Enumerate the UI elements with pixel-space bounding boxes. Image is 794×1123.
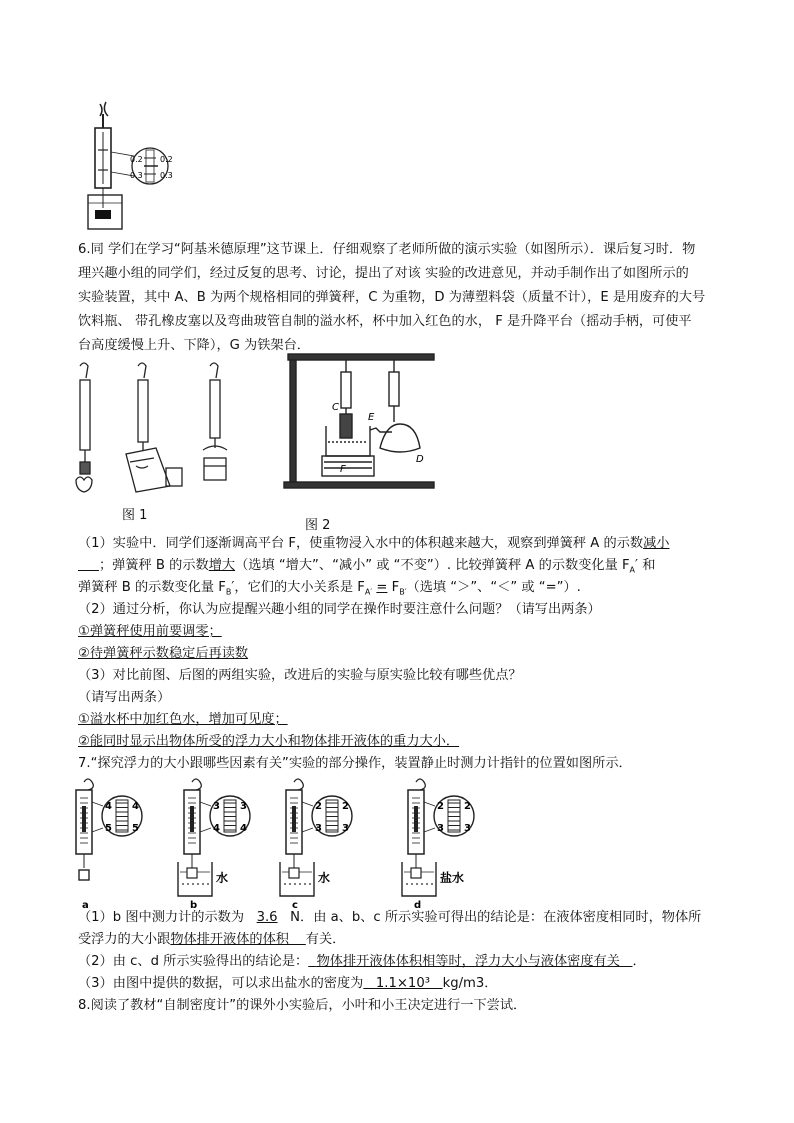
q7-tick-d-lower-right: 3 <box>464 823 471 834</box>
q7-liquid-c: 水 <box>318 871 331 885</box>
q7-tick-a-upper-right: 4 <box>132 801 139 812</box>
q6-intro-line-4: 饮料瓶、 带孔橡皮塞以及弯曲玻管自制的溢水杯，杯中加入红色的水， F 是升降平台（摇动手柄，可使平 <box>78 314 692 329</box>
q7-tick-b-upper-right: 3 <box>240 801 247 812</box>
q7-panel-label-c: c <box>292 900 298 910</box>
q7-tick-d-lower-left: 3 <box>437 823 444 834</box>
q6-p2-question: （2）通过分析，你认为应提醒兴趣小组的同学在操作时要注意什么问题？（请写出两条） <box>78 602 601 617</box>
q6-intro-line-3: 实验装置，其中 A、B 为两个规格相同的弹簧秤，C 为重物，D 为薄塑料袋（质量不计），E 是用废弃的大号 <box>78 290 706 305</box>
q6-p2-answer-2: ②待弹簧秤示数稳定后再读数 <box>78 646 249 661</box>
q7-panel-a <box>76 779 142 910</box>
fig2-label-d: D <box>416 454 424 465</box>
q7-tick-b-lower-right: 4 <box>240 823 247 834</box>
fig2-label-f: F <box>340 464 346 475</box>
q7-p2-line: （2）由 c、d 所示实验得出的结论是： 物体排开液体体积相等时，浮力大小与液体密度有关 ． <box>78 954 646 969</box>
q7-panel-c <box>280 779 352 910</box>
scale-label-right-02: 0.2 <box>160 155 173 164</box>
q7-tick-c-lower-right: 3 <box>342 823 349 834</box>
q6-p3-answer-1: ①溢水杯中加红色水，增加可见度； <box>78 712 288 727</box>
scale-label-left-03: 0.3 <box>130 171 143 180</box>
scale-label-right-03: 0.3 <box>160 171 173 180</box>
answer-conclusion: 物体排开液体体积相等时，浮力大小与液体密度有关 <box>316 954 620 969</box>
q7-p3-line: （3）由图中提供的数据，可以求出盐水的密度为 1.1×10³ kg/m3． <box>78 976 498 991</box>
q6-p3-answer-2: ②能同时显示出物体所受的浮力大小和物体排开液体的重力大小． <box>78 734 460 749</box>
q7-panel-label-b: b <box>190 900 198 910</box>
q7-panel-label-d: d <box>414 900 422 910</box>
q7-p1-line-2: 受浮力的大小跟物体排开液体的体积 有关． <box>78 932 346 947</box>
q6-intro-line-5: 台高度缓慢上升、下降），G 为铁架台． <box>78 338 310 353</box>
q7-tick-a-upper-left: 4 <box>105 801 112 812</box>
q6-intro-line-2: 理兴趣小组的同学们，经过反复的思考、讨论，提出了对该 实验的改进意见，并动手制作出了如图所示的 <box>78 266 689 281</box>
q7-tick-c-upper-left: 2 <box>315 801 322 812</box>
q7-panel-d <box>402 779 474 910</box>
q8-intro: 8.阅读了教材“自制密度计”的课外小实验后，小叶和小王决定进行一下尝试． <box>78 998 527 1013</box>
q7-liquid-d: 盐水 <box>440 871 465 885</box>
q6-p1-line-3: 弹簧秤 B 的示数变化量 $F_B'$，它们的大小关系是 $F_{A'} = F_{B'}$（选填 “＞”、“＜” 或 “=”）. <box>78 580 581 597</box>
q7-tick-d-upper-left: 2 <box>437 801 444 812</box>
answer-relation: = <box>376 580 388 595</box>
figure-1-archimedes-demo <box>70 358 240 498</box>
q6-p2-answer-1: ①弹簧秤使用前要调零； <box>78 624 222 639</box>
q7-p1-line-1: （1）b 图中测力计的示数为 3.6 N．由 a、b、c 所示实验可得出的结论是：在液体密度相同时，物体所 <box>78 910 702 925</box>
q6-p3-question: （3）对比前图、后图的两组实验，改进后的实验与原实验比较有哪些优点？ <box>78 668 522 683</box>
q7-intro: 7.“探究浮力的大小跟哪些因素有关”实验的部分操作，装置静止时测力计指针的位置如图所示． <box>78 756 632 771</box>
scale-label-left-02: 0.2 <box>130 155 143 164</box>
answer-b-reading: 增大 <box>208 558 236 573</box>
q6-p3-question-2: （请写出两条） <box>78 690 171 705</box>
answer-b-reading-value: 3.6 <box>256 910 278 925</box>
q7-tick-a-lower-left: 5 <box>105 823 112 834</box>
q6-intro-line-1: 6.同 学们在学习“阿基米德原理”这节课上．仔细观察了老师所做的演示实验（如图所示）．课后复习时．物 <box>78 242 696 257</box>
q6-p1-line-1: （1）实验中．同学们逐渐调高平台 F，使重物浸入水中的体积越来越大，观察到弹簧秤 A 的示数减小 <box>78 536 670 551</box>
q7-tick-a-lower-right: 5 <box>132 823 139 834</box>
top-spring-scale-figure <box>78 100 188 235</box>
q7-tick-b-lower-left: 4 <box>213 823 220 834</box>
figure-2-improved-apparatus <box>282 350 442 492</box>
fig2-label-c: C <box>332 402 339 413</box>
q7-liquid-b: 水 <box>216 871 229 885</box>
q7-panel-label-a: a <box>82 900 89 910</box>
answer-factor: 物体排开液体的体积 <box>170 932 289 947</box>
q7-tick-c-upper-right: 2 <box>342 801 349 812</box>
q6-p1-line-2: ；弹簧秤 B 的示数增大（选填 “增大”、“减小” 或 “不变”）. 比较弹簧秤 A 的示数变化量 $F_A'$ 和 <box>98 558 656 575</box>
q7-tick-d-upper-right: 2 <box>464 801 471 812</box>
figure-2-caption: 图 2 <box>305 518 331 533</box>
answer-density: 1.1×10³ <box>375 976 430 991</box>
q7-panel-b <box>178 779 250 910</box>
figure-1-caption: 图 1 <box>122 508 148 523</box>
answer-a-reading: 减小 <box>643 536 670 551</box>
q7-tick-c-lower-left: 3 <box>315 823 322 834</box>
q7-buoyancy-figure <box>70 776 500 910</box>
q7-tick-b-upper-left: 3 <box>213 801 220 812</box>
fig2-label-e: E <box>368 412 375 423</box>
